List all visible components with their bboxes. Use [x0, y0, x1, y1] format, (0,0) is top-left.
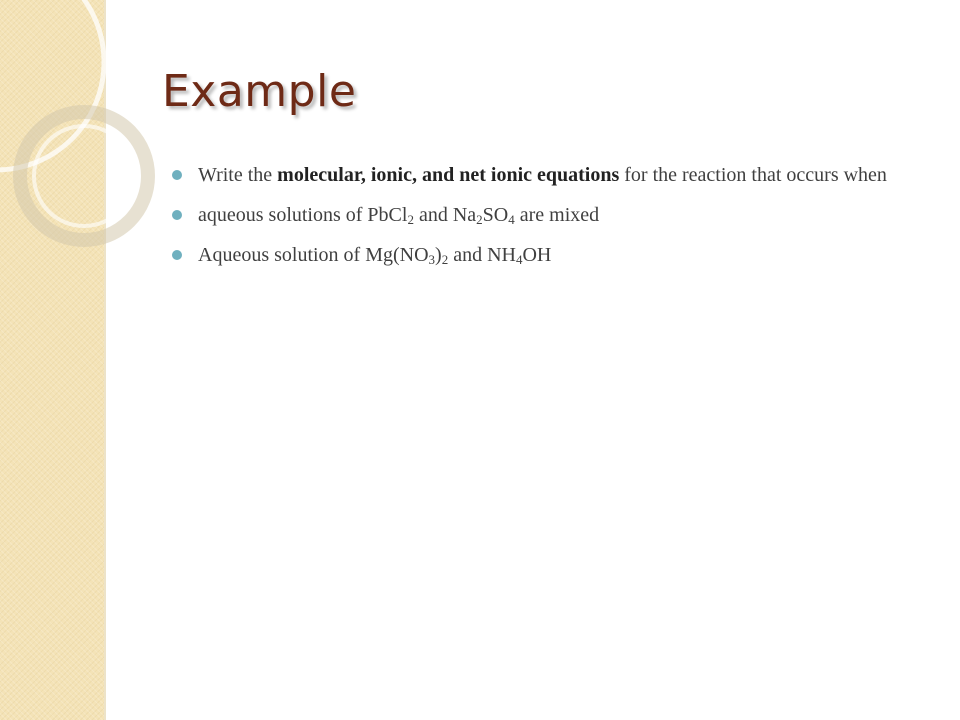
subscript-text: 4 — [515, 252, 523, 267]
bullet-text: are mixed — [514, 204, 600, 226]
bullet-dot-icon — [172, 250, 182, 260]
bullet-text: aqueous solutions of PbCl — [198, 204, 408, 226]
bold-text: molecular, ionic, and net ionic equations — [277, 164, 620, 186]
bullet-item — [172, 160, 932, 190]
subscript-text: 2 — [476, 212, 483, 227]
subscript-text: 4 — [508, 212, 515, 227]
bullet-list — [172, 160, 932, 270]
bullet-text: SO — [482, 204, 509, 226]
bullet-text: and NH — [448, 244, 516, 266]
bullet-text: OH — [522, 244, 552, 266]
slide-title: Example — [162, 66, 357, 117]
bullet-dot-icon — [172, 210, 182, 220]
bullet-text: Write the — [198, 164, 278, 186]
bullet-text: ) — [435, 244, 442, 266]
bullet-text: for the reaction that occurs when — [619, 164, 887, 186]
bullet-item — [172, 240, 932, 270]
bullet-text: Aqueous solution of Mg(NO — [198, 244, 429, 266]
bullet-dot-icon — [172, 170, 182, 180]
decorative-side-band — [0, 0, 106, 720]
bullet-item — [172, 200, 932, 230]
subscript-text: 2 — [407, 212, 414, 227]
subscript-text: 3 — [428, 252, 436, 267]
subscript-text: 2 — [441, 252, 449, 267]
bullet-text: and Na — [413, 204, 477, 226]
